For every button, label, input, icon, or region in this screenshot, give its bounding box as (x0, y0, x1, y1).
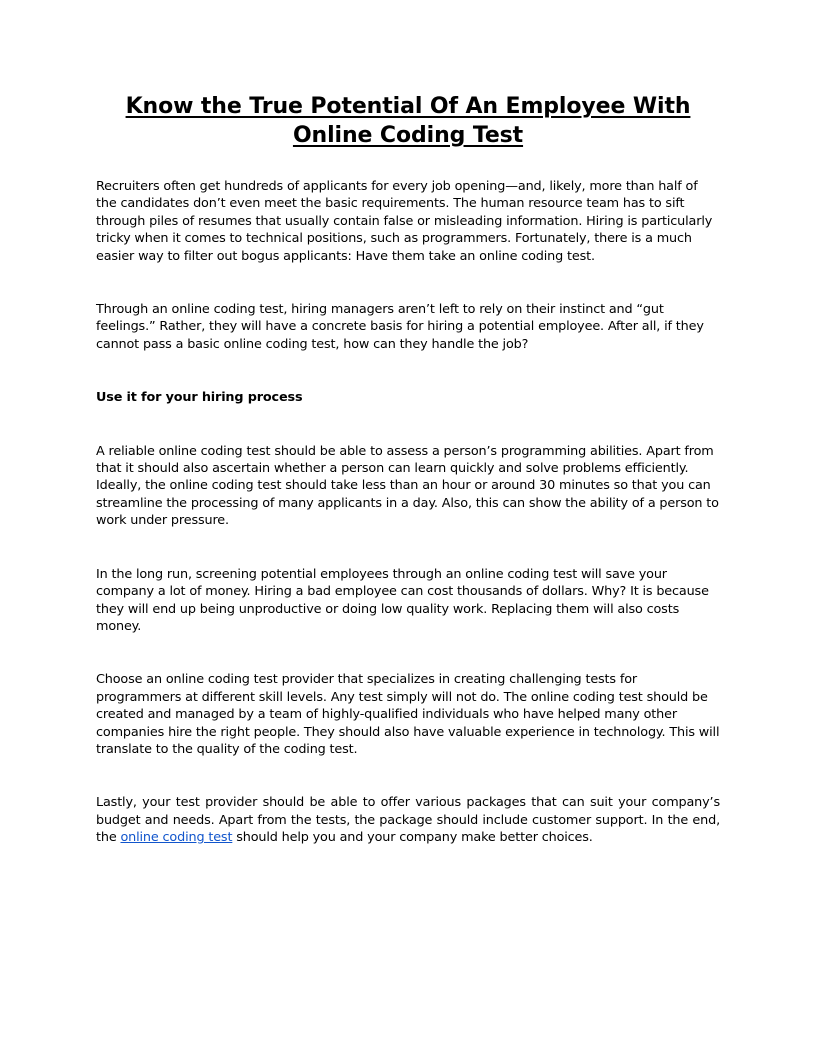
paragraph-gut-feelings: Through an online coding test, hiring managers aren’t left to rely on their instinct and “gut feelings.” Rather, they will have a concrete basis for hiring a potential employee. After all, if they cannot pass a basic online coding test, how can they handle the job? (96, 302, 704, 352)
paragraph-intro: Recruiters often get hundreds of applicants for every job opening—and, likely, more than half of the candidates don’t even meet the basic requirements. The human resource team has to sift through piles of resumes that usually contain false or misleading information. Hiring is particularly tricky when it comes to technical positions, such as programmers. Fortunately, there is a much easier way to filter out bogus applicants: Have them take an online coding test. (96, 179, 713, 264)
title-line-2: Online Coding Test (292, 123, 524, 148)
paragraph-lastly (96, 794, 720, 846)
paragraph-long-run: In the long run, screening potential employees through an online coding test will save your company a lot of money. Hiring a bad employee can cost thousands of dollars. Why? It is because they will end up being unproductive or doing low quality work. Replacing them will also costs money. (96, 566, 709, 634)
lastly-text-before-link: Lastly, your test provider should be able to offer various packages that can suit your company’s budget and needs. Apart from the tests, the package should include customer support. In the end, the (96, 795, 720, 846)
lastly-text-after-link: should help you and your company make better choices. (232, 830, 593, 846)
paragraph-reliable-test: A reliable online coding test should be able to assess a person’s programming abilities. Apart from that it should also ascertain whether a person can learn quickly and solve problems efficiently. Ideally, the online coding test should take less than an hour or around 30 minutes so that you can streamline the processing of many applicants in a day. Also, this can show the ability of a person to work under pressure. (96, 443, 719, 529)
paragraph-choose-provider: Choose an online coding test provider that specializes in creating challenging tests for programmers at different skill levels. Any test simply will not do. The online coding test should be created and managed by a team of highly-qualified individuals who have helped many other companies hire the right people. They should also have valuable experience in technology. This will translate to the quality of the coding test. (96, 672, 720, 757)
section-heading: Use it for your hiring process (96, 390, 303, 406)
document-title (96, 92, 720, 150)
document-page (96, 92, 720, 847)
title-line-1: Know the True Potential Of An Employee With (125, 94, 691, 119)
online-coding-test-link[interactable]: online coding test (120, 830, 233, 846)
